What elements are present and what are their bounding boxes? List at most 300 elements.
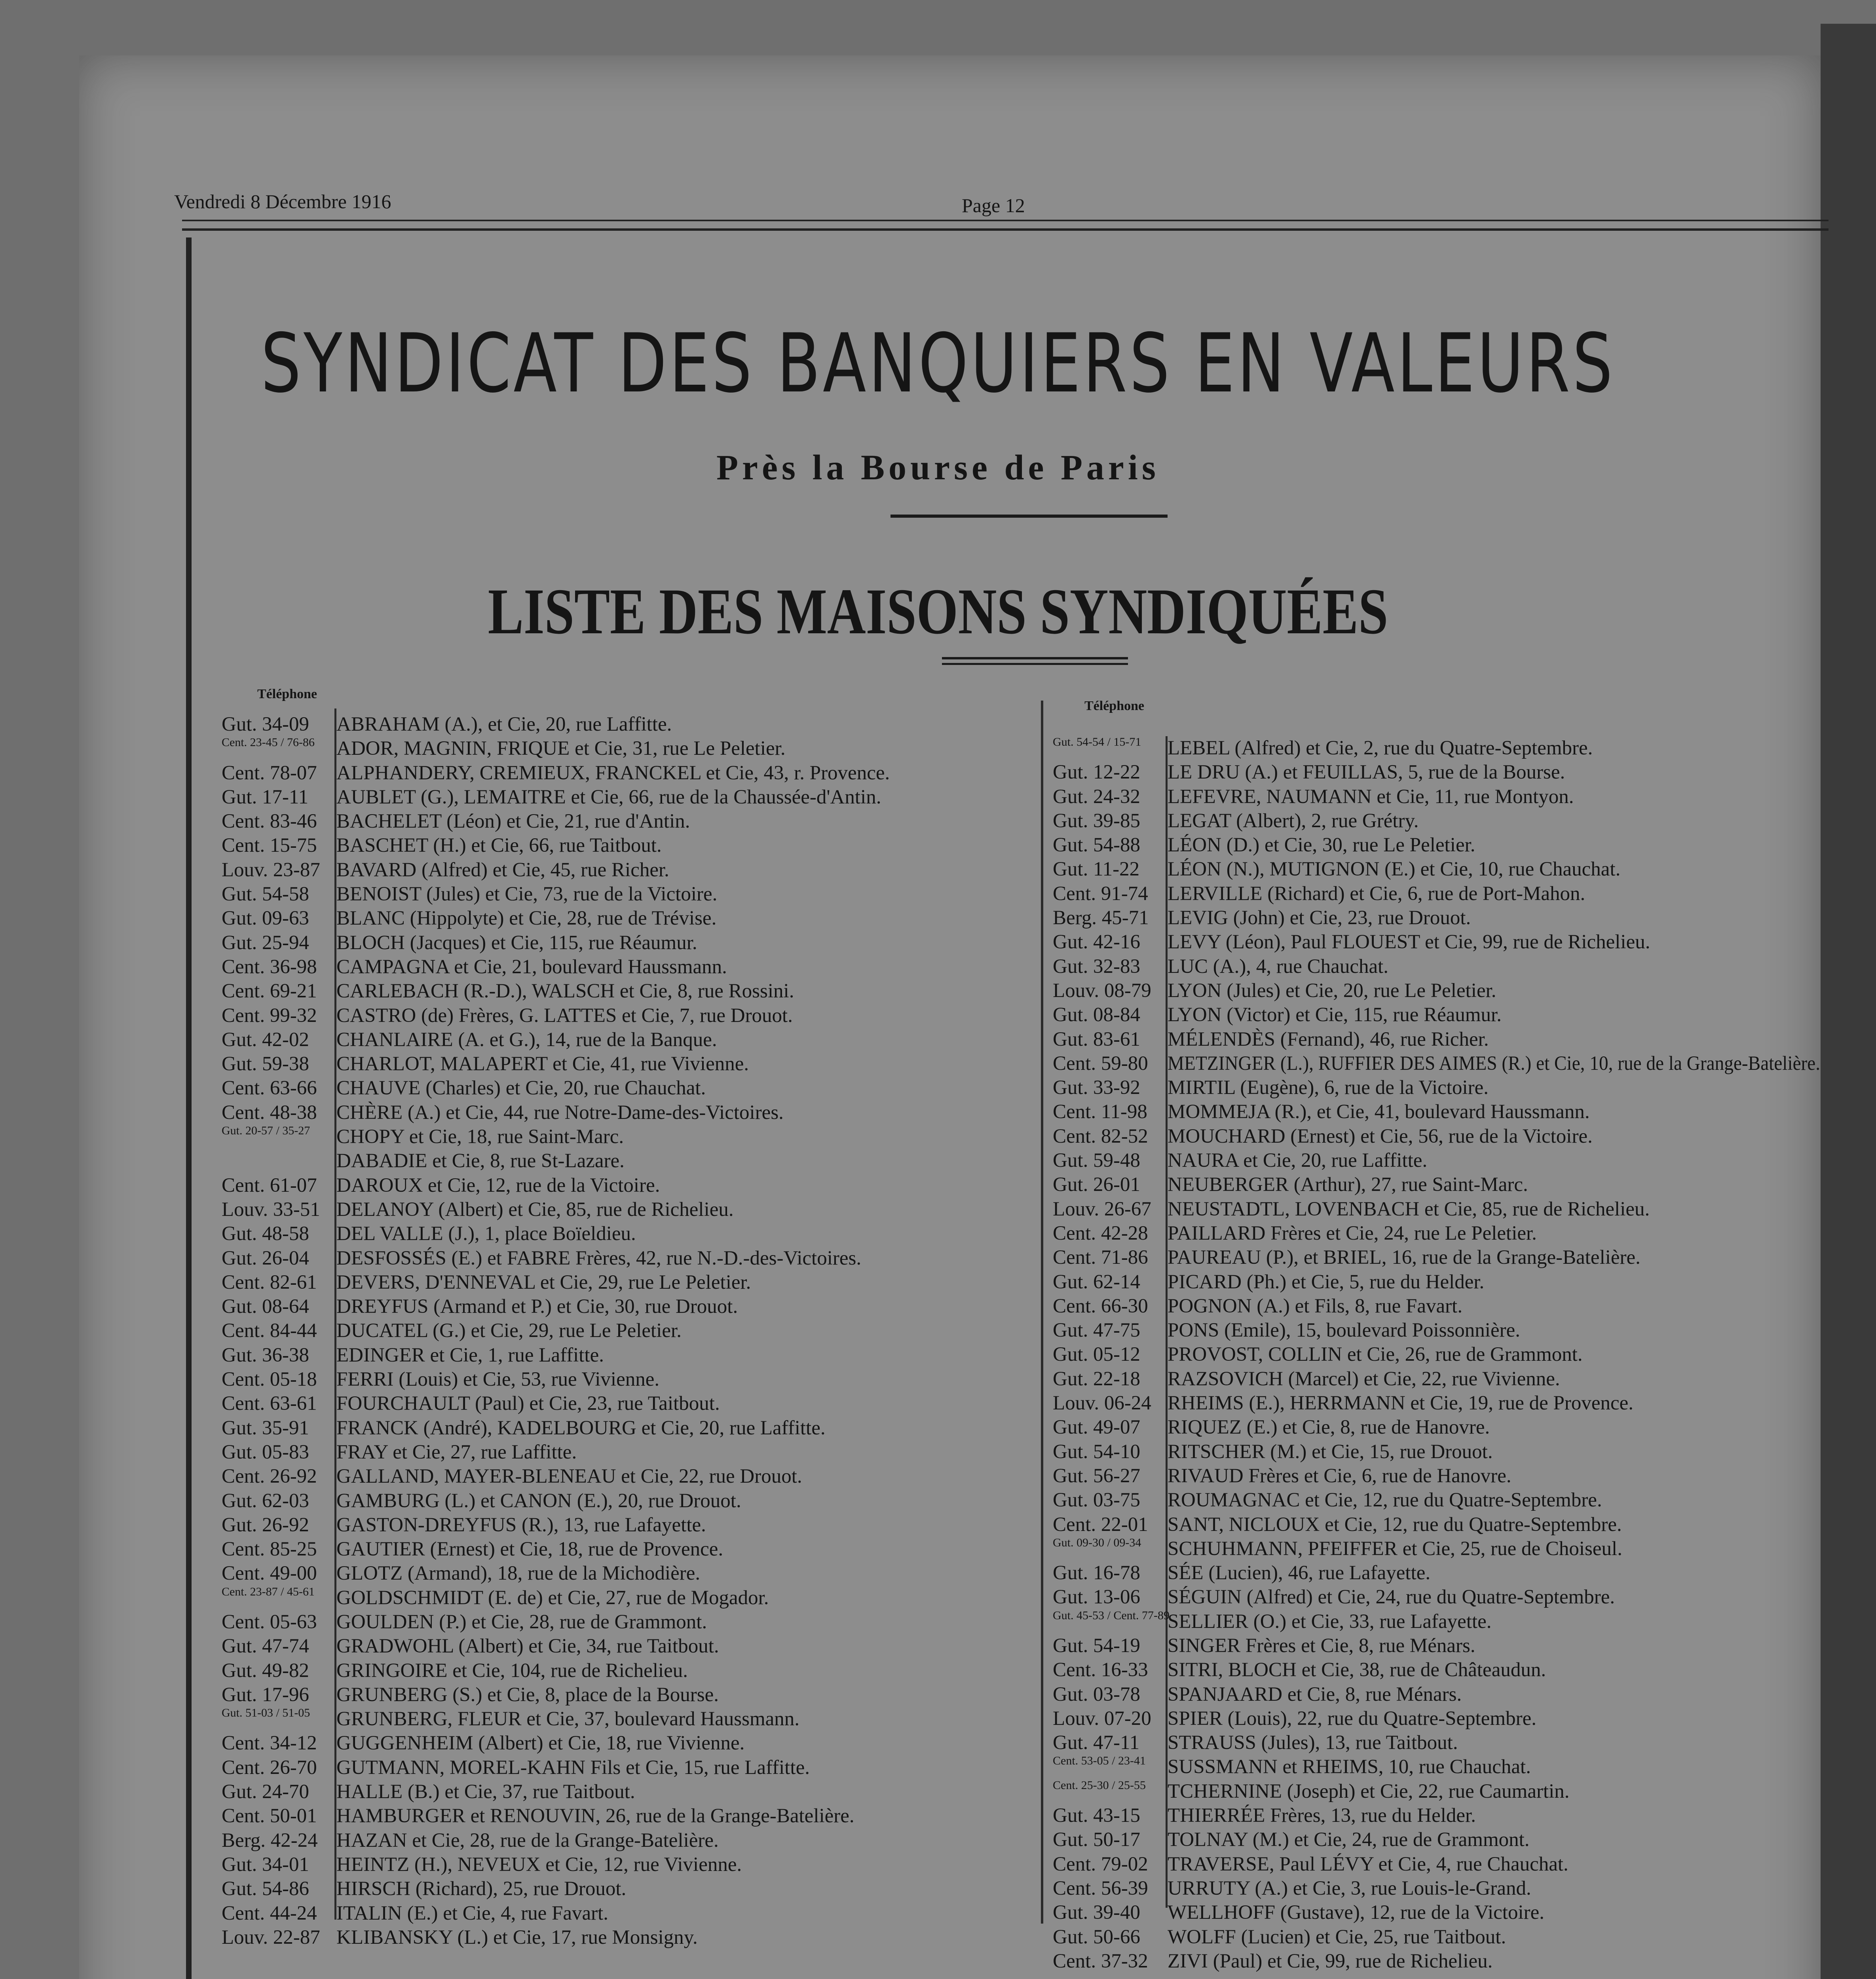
telephone-number: Cent. 37-32 bbox=[1053, 1950, 1148, 1972]
telephone-number: Louv. 26-67 bbox=[1053, 1198, 1151, 1220]
telephone-number: Gut. 49-07 bbox=[1053, 1416, 1140, 1439]
list-item bbox=[222, 1464, 1037, 1489]
list-item bbox=[1053, 833, 1825, 857]
telephone-number: Gut. 47-11 bbox=[1053, 1732, 1140, 1754]
member-entry: DABADIE et Cie, 8, rue St-Lazare. bbox=[336, 1150, 625, 1172]
member-entry: SITRI, BLOCH et Cie, 38, rue de Châteaudun. bbox=[1168, 1659, 1546, 1681]
member-entry: CHAUVE (Charles) et Cie, 20, rue Chauchat. bbox=[336, 1077, 706, 1100]
member-entry: CHÈRE (A.) et Cie, 44, rue Notre-Dame-des-Victoires. bbox=[336, 1101, 784, 1124]
member-entry: LEBEL (Alfred) et Cie, 2, rue du Quatre-Septembre. bbox=[1168, 737, 1593, 759]
member-entry: CARLEBACH (R.-D.), WALSCH et Cie, 8, rue Rossini. bbox=[336, 980, 794, 1003]
telephone-number: Cent. 99-32 bbox=[222, 1004, 317, 1027]
list-item bbox=[1053, 1415, 1825, 1440]
telephone-number: Cent. 25-30 / 25-55 bbox=[1053, 1778, 1146, 1792]
list-item bbox=[1053, 785, 1825, 809]
member-entry: LE DRU (A.) et FEUILLAS, 5, rue de la Bourse. bbox=[1168, 761, 1565, 784]
telephone-number: Cent. 11-98 bbox=[1053, 1101, 1147, 1123]
telephone-number: Gut. 08-84 bbox=[1053, 1004, 1140, 1026]
list-item bbox=[222, 1052, 1037, 1076]
telephone-number: Cent. 23-87 / 45-61 bbox=[222, 1585, 315, 1598]
member-entry: BASCHET (H.) et Cie, 66, rue Taitbout. bbox=[336, 834, 662, 857]
telephone-number: Cent. 36-98 bbox=[222, 955, 317, 978]
member-entry: SUSSMANN et RHEIMS, 10, rue Chauchat. bbox=[1168, 1756, 1531, 1778]
page-number: Page 12 bbox=[962, 194, 1025, 217]
member-entry: SÉGUIN (Alfred) et Cie, 24, rue du Quatre-Septembre. bbox=[1168, 1586, 1615, 1609]
telephone-number: Gut. 54-58 bbox=[222, 883, 309, 906]
member-entry: ZIVI (Paul) et Cie, 99, rue de Richelieu. bbox=[1168, 1950, 1493, 1972]
left-member-list bbox=[222, 712, 1037, 1950]
telephone-number: Gut. 59-38 bbox=[222, 1053, 309, 1075]
telephone-number: Cent. 15-75 bbox=[222, 834, 317, 857]
list-item bbox=[222, 785, 1037, 809]
list-item bbox=[1053, 1027, 1825, 1052]
member-entry: GAUTIER (Ernest) et Cie, 18, rue de Provence. bbox=[336, 1538, 723, 1561]
list-item bbox=[1053, 857, 1825, 881]
member-entry: DUCATEL (G.) et Cie, 29, rue Le Peletier. bbox=[336, 1320, 682, 1342]
list-item bbox=[222, 1440, 1037, 1464]
list-item bbox=[222, 1246, 1037, 1271]
page-edge-shadow bbox=[1821, 24, 1876, 1979]
member-entry: ITALIN (E.) et Cie, 4, rue Favart. bbox=[336, 1902, 609, 1924]
telephone-number: Gut. 54-88 bbox=[1053, 834, 1140, 857]
member-entry: MÉLENDÈS (Fernand), 46, rue Richer. bbox=[1168, 1028, 1489, 1050]
telephone-number: Cent. 59-80 bbox=[1053, 1052, 1148, 1075]
telephone-number: Cent. 44-24 bbox=[222, 1902, 317, 1924]
list-item bbox=[1053, 1537, 1825, 1561]
list-item bbox=[1053, 1488, 1825, 1512]
member-entry: SANT, NICLOUX et Cie, 12, rue du Quatre-Septembre. bbox=[1168, 1513, 1622, 1536]
telephone-number: Cent. 42-28 bbox=[1053, 1222, 1148, 1244]
telephone-number: Gut. 83-61 bbox=[1053, 1028, 1140, 1050]
telephone-number: Cent. 53-05 / 23-41 bbox=[1053, 1754, 1146, 1768]
list-item bbox=[1053, 979, 1825, 1003]
telephone-number: Gut. 26-04 bbox=[222, 1247, 309, 1269]
list-item bbox=[222, 1198, 1037, 1222]
member-entry: GRUNBERG (S.) et Cie, 8, place de la Bourse. bbox=[336, 1683, 719, 1706]
telephone-header-right: Téléphone bbox=[1084, 699, 1145, 713]
telephone-number: Gut. 16-78 bbox=[1053, 1562, 1140, 1584]
telephone-number: Gut. 45-53 / Cent. 77-89 bbox=[1053, 1609, 1170, 1622]
telephone-number: Cent. 79-02 bbox=[1053, 1853, 1148, 1875]
member-entry: BLOCH (Jacques) et Cie, 115, rue Réaumur. bbox=[336, 931, 697, 954]
member-entry: GUGGENHEIM (Albert) et Cie, 18, rue Vivienne. bbox=[336, 1732, 745, 1755]
member-entry: LEVIG (John) et Cie, 23, rue Drouot. bbox=[1168, 907, 1471, 929]
telephone-number: Gut. 54-86 bbox=[222, 1878, 309, 1900]
telephone-number: Louv. 07-20 bbox=[1053, 1707, 1151, 1730]
list-item bbox=[222, 1561, 1037, 1586]
telephone-number: Cent. 49-00 bbox=[222, 1562, 317, 1585]
list-item bbox=[222, 1489, 1037, 1513]
member-entry: RIVAUD Frères et Cie, 6, rue de Hanovre. bbox=[1168, 1464, 1511, 1487]
member-entry: KLIBANSKY (L.) et Cie, 17, rue Monsigny. bbox=[336, 1926, 698, 1949]
member-entry: URRUTY (A.) et Cie, 3, rue Louis-le-Grand. bbox=[1168, 1877, 1531, 1899]
telephone-number: Cent. 84-44 bbox=[222, 1320, 317, 1342]
telephone-number: Gut. 24-32 bbox=[1053, 785, 1140, 808]
telephone-number: Gut. 26-92 bbox=[222, 1514, 309, 1536]
page-date: Vendredi 8 Décembre 1916 bbox=[174, 190, 391, 213]
telephone-number: Gut. 50-17 bbox=[1053, 1829, 1140, 1851]
member-entry: MOMMEJA (R.), et Cie, 41, boulevard Haussmann. bbox=[1168, 1101, 1590, 1123]
member-entry: WELLHOFF (Gustave), 12, rue de la Victoire. bbox=[1168, 1901, 1544, 1924]
telephone-number: Gut. 22-18 bbox=[1053, 1367, 1140, 1390]
member-entry: CASTRO (de) Frères, G. LATTES et Cie, 7, rue Drouot. bbox=[336, 1004, 793, 1027]
list-item bbox=[222, 761, 1037, 785]
telephone-number: Cent. 63-66 bbox=[222, 1077, 317, 1100]
list-item bbox=[222, 1319, 1037, 1343]
telephone-number: Cent. 82-61 bbox=[222, 1271, 317, 1293]
list-item bbox=[1053, 1173, 1825, 1197]
member-entry: FRANCK (André), KADELBOURG et Cie, 20, rue Laffitte. bbox=[336, 1417, 826, 1439]
list-item bbox=[1053, 906, 1825, 930]
member-entry: GAMBURG (L.) et CANON (E.), 20, rue Drouot. bbox=[336, 1489, 741, 1512]
member-entry: GOLDSCHMIDT (E. de) et Cie, 27, rue de Mogador. bbox=[336, 1586, 769, 1609]
member-entry: PROVOST, COLLIN et Cie, 26, rue de Grammont. bbox=[1168, 1343, 1583, 1366]
member-entry: MIRTIL (Eugène), 6, rue de la Victoire. bbox=[1168, 1077, 1489, 1099]
member-entry: GLOTZ (Armand), 18, rue de la Michodière. bbox=[336, 1562, 701, 1585]
member-entry: CHOPY et Cie, 18, rue Saint-Marc. bbox=[336, 1126, 624, 1148]
list-item bbox=[1053, 1780, 1825, 1804]
member-entry: BACHELET (Léon) et Cie, 21, rue d'Antin. bbox=[336, 810, 690, 833]
member-entry: LÉON (N.), MUTIGNON (E.) et Cie, 10, rue Chauchat. bbox=[1168, 858, 1621, 881]
member-entry: LERVILLE (Richard) et Cie, 6, rue de Port-Mahon. bbox=[1168, 882, 1585, 905]
list-item bbox=[222, 1756, 1037, 1780]
list-title-underline-top bbox=[942, 657, 1128, 659]
member-entry: CHARLOT, MALAPERT et Cie, 41, rue Vivienne. bbox=[336, 1053, 749, 1075]
telephone-number: Louv. 33-51 bbox=[222, 1198, 320, 1221]
telephone-number: Gut. 09-30 / 09-34 bbox=[1053, 1536, 1141, 1549]
telephone-number: Gut. 05-83 bbox=[222, 1441, 309, 1463]
list-item bbox=[222, 882, 1037, 906]
list-item bbox=[1053, 1318, 1825, 1343]
telephone-number: Gut. 35-91 bbox=[222, 1417, 309, 1439]
list-item bbox=[222, 809, 1037, 834]
telephone-number: Cent. 23-45 / 76-86 bbox=[222, 736, 315, 749]
member-entry: LUC (A.), 4, rue Chauchat. bbox=[1168, 955, 1389, 978]
telephone-number: Louv. 22-87 bbox=[222, 1926, 320, 1949]
member-entry: DREYFUS (Armand et P.) et Cie, 30, rue Drouot. bbox=[336, 1295, 738, 1318]
telephone-number: Cent. 48-38 bbox=[222, 1101, 317, 1124]
telephone-number: Gut. 42-02 bbox=[222, 1028, 309, 1051]
member-entry: FOURCHAULT (Paul) et Cie, 23, rue Taitbout. bbox=[336, 1392, 720, 1415]
telephone-number: Gut. 51-03 / 51-05 bbox=[222, 1706, 310, 1720]
telephone-number: Cent. 78-07 bbox=[222, 762, 317, 784]
list-item bbox=[222, 979, 1037, 1003]
column-separator bbox=[1041, 701, 1043, 1924]
member-entry: DEL VALLE (J.), 1, place Boïeldieu. bbox=[336, 1223, 636, 1245]
member-entry: HEINTZ (H.), NEVEUX et Cie, 12, rue Vivienne. bbox=[336, 1853, 742, 1876]
list-item bbox=[1053, 736, 1825, 760]
telephone-number: Cent. 85-25 bbox=[222, 1538, 317, 1561]
member-entry: PAILLARD Frères et Cie, 24, rue Le Peletier. bbox=[1168, 1222, 1537, 1244]
list-item bbox=[1053, 1683, 1825, 1707]
member-entry: GUTMANN, MOREL-KAHN Fils et Cie, 15, rue Laffitte. bbox=[336, 1756, 810, 1779]
list-item bbox=[222, 1343, 1037, 1367]
list-item bbox=[222, 1634, 1037, 1658]
telephone-number: Gut. 39-40 bbox=[1053, 1901, 1140, 1924]
list-item bbox=[222, 906, 1037, 931]
telephone-number: Gut. 17-96 bbox=[222, 1683, 309, 1706]
member-entry: DELANOY (Albert) et Cie, 85, rue de Richelieu. bbox=[336, 1198, 734, 1221]
telephone-number: Gut. 59-48 bbox=[1053, 1149, 1140, 1172]
member-entry: HAZAN et Cie, 28, rue de la Grange-Batelière. bbox=[336, 1829, 719, 1852]
telephone-number: Gut. 17-11 bbox=[222, 786, 309, 808]
telephone-number: Gut. 11-22 bbox=[1053, 858, 1140, 881]
list-item bbox=[222, 1222, 1037, 1246]
list-item bbox=[1053, 1076, 1825, 1100]
member-entry: LYON (Jules) et Cie, 20, rue Le Peletier. bbox=[1168, 979, 1496, 1002]
member-entry: ROUMAGNAC et Cie, 12, rue du Quatre-Septembre. bbox=[1168, 1489, 1602, 1512]
member-entry: LEGAT (Albert), 2, rue Grétry. bbox=[1168, 809, 1419, 832]
member-entry: PAUREAU (P.), et BRIEL, 16, rue de la Grange-Batelière. bbox=[1168, 1246, 1641, 1269]
member-entry: HIRSCH (Richard), 25, rue Drouot. bbox=[336, 1878, 627, 1900]
list-item bbox=[222, 1731, 1037, 1755]
telephone-number: Louv. 06-24 bbox=[1053, 1392, 1151, 1415]
member-entry: SELLIER (O.) et Cie, 33, rue Lafayette. bbox=[1168, 1610, 1492, 1633]
telephone-number: Gut. 54-10 bbox=[1053, 1440, 1140, 1463]
telephone-number: Gut. 43-15 bbox=[1053, 1804, 1140, 1827]
list-item bbox=[1053, 1828, 1825, 1852]
list-item bbox=[222, 1367, 1037, 1392]
telephone-number: Gut. 13-06 bbox=[1053, 1586, 1140, 1609]
member-entry: THIERRÉE Frères, 13, rue du Helder. bbox=[1168, 1804, 1476, 1827]
list-item bbox=[222, 1829, 1037, 1853]
list-item bbox=[222, 931, 1037, 955]
list-item bbox=[222, 834, 1037, 858]
list-item bbox=[222, 1683, 1037, 1707]
list-title-underline-bottom bbox=[942, 663, 1128, 665]
telephone-number: Gut. 05-12 bbox=[1053, 1343, 1140, 1366]
telephone-header-left: Téléphone bbox=[257, 687, 317, 701]
member-entry: HALLE (B.) et Cie, 37, rue Taitbout. bbox=[336, 1781, 635, 1803]
member-entry: GALLAND, MAYER-BLENEAU et Cie, 22, rue Drouot. bbox=[336, 1465, 802, 1488]
list-item bbox=[1053, 1876, 1825, 1901]
telephone-number: Gut. 12-22 bbox=[1053, 761, 1140, 784]
list-item bbox=[222, 1004, 1037, 1028]
title-underline bbox=[891, 515, 1168, 518]
list-item bbox=[222, 737, 1037, 761]
member-entry: DESFOSSÉS (E.) et FABRE Frères, 42, rue N.-D.-des-Victoires. bbox=[336, 1247, 862, 1269]
member-entry: GRADWOHL (Albert) et Cie, 34, rue Taitbout. bbox=[336, 1635, 719, 1658]
telephone-number: Berg. 42-24 bbox=[222, 1829, 318, 1852]
list-item bbox=[1053, 1707, 1825, 1731]
member-entry: EDINGER et Cie, 1, rue Laffitte. bbox=[336, 1344, 604, 1366]
list-item bbox=[222, 1707, 1037, 1731]
list-item bbox=[1053, 1852, 1825, 1876]
list-item bbox=[1053, 1003, 1825, 1027]
member-entry: LÉON (D.) et Cie, 30, rue Le Peletier. bbox=[1168, 834, 1475, 857]
telephone-number: Gut. 26-01 bbox=[1053, 1174, 1140, 1196]
telephone-number: Gut. 62-03 bbox=[222, 1489, 309, 1512]
member-entry: STRAUSS (Jules), 13, rue Taitbout. bbox=[1168, 1732, 1458, 1754]
frame-left-rule bbox=[186, 237, 192, 1979]
list-item bbox=[1053, 1270, 1825, 1294]
member-entry: RAZSOVICH (Marcel) et Cie, 22, rue Vivienne. bbox=[1168, 1367, 1560, 1390]
telephone-number: Louv. 08-79 bbox=[1053, 979, 1151, 1002]
member-entry: GRINGOIRE et Cie, 104, rue de Richelieu. bbox=[336, 1659, 688, 1682]
telephone-number: Cent. 82-52 bbox=[1053, 1125, 1148, 1147]
member-entry: PONS (Emile), 15, boulevard Poissonnière. bbox=[1168, 1319, 1520, 1342]
telephone-number: Gut. 08-64 bbox=[222, 1295, 309, 1318]
member-entry: TOLNAY (M.) et Cie, 24, rue de Grammont. bbox=[1168, 1829, 1530, 1851]
telephone-number: Gut. 56-27 bbox=[1053, 1464, 1140, 1487]
member-entry: RIQUEZ (E.) et Cie, 8, rue de Hanovre. bbox=[1168, 1416, 1490, 1439]
list-item bbox=[1053, 1561, 1825, 1585]
list-item bbox=[1053, 1343, 1825, 1367]
list-item bbox=[222, 1174, 1037, 1198]
list-item bbox=[1053, 955, 1825, 979]
list-item bbox=[222, 1101, 1037, 1125]
telephone-number: Cent. 05-63 bbox=[222, 1611, 317, 1633]
member-entry: WOLFF (Lucien) et Cie, 25, rue Taitbout. bbox=[1168, 1926, 1506, 1948]
telephone-number: Cent. 63-61 bbox=[222, 1392, 317, 1415]
list-item bbox=[222, 1028, 1037, 1052]
telephone-number: Cent. 69-21 bbox=[222, 980, 317, 1003]
list-item bbox=[222, 1901, 1037, 1926]
telephone-number: Cent. 56-39 bbox=[1053, 1877, 1148, 1899]
telephone-number: Gut. 34-09 bbox=[222, 713, 309, 735]
telephone-number: Gut. 54-54 / 15-71 bbox=[1053, 735, 1141, 748]
telephone-number: Gut. 03-78 bbox=[1053, 1683, 1140, 1706]
member-entry: FERRI (Louis) et Cie, 53, rue Vivienne. bbox=[336, 1368, 660, 1391]
member-entry: CAMPAGNA et Cie, 21, boulevard Haussmann. bbox=[336, 955, 727, 978]
telephone-number: Gut. 50-66 bbox=[1053, 1926, 1140, 1948]
list-item bbox=[222, 1853, 1037, 1877]
telephone-number: Louv. 23-87 bbox=[222, 858, 320, 881]
header-rule bbox=[182, 220, 1829, 231]
telephone-number: Cent. 26-70 bbox=[222, 1756, 317, 1779]
telephone-number: Gut. 25-94 bbox=[222, 931, 309, 954]
list-item bbox=[1053, 1658, 1825, 1682]
telephone-number: Gut. 36-38 bbox=[222, 1344, 309, 1366]
member-entry: GRUNBERG, FLEUR et Cie, 37, boulevard Haussmann. bbox=[336, 1708, 800, 1730]
list-item bbox=[1053, 1149, 1825, 1173]
member-entry: DAROUX et Cie, 12, rue de la Victoire. bbox=[336, 1174, 660, 1197]
member-entry: PICARD (Ph.) et Cie, 5, rue du Helder. bbox=[1168, 1271, 1485, 1293]
member-entry: ALPHANDERY, CREMIEUX, FRANCKEL et Cie, 43, r. Provence. bbox=[336, 762, 890, 784]
list-item bbox=[1053, 1221, 1825, 1246]
member-entry: METZINGER (L.), RUFFIER DES AIMES (R.) et Cie, 10, rue de la Grange-Batelière. bbox=[1168, 1052, 1821, 1075]
telephone-number: Gut. 24-70 bbox=[222, 1781, 309, 1803]
member-entry: POGNON (A.) et Fils, 8, rue Favart. bbox=[1168, 1295, 1463, 1317]
list-item bbox=[222, 1271, 1037, 1295]
list-item bbox=[1053, 930, 1825, 954]
member-entry: GASTON-DREYFUS (R.), 13, rue Lafayette. bbox=[336, 1514, 706, 1536]
member-entry: GOULDEN (P.) et Cie, 28, rue de Grammont. bbox=[336, 1611, 707, 1633]
telephone-number: Berg. 45-71 bbox=[1053, 907, 1149, 929]
list-item bbox=[1053, 882, 1825, 906]
list-item bbox=[222, 858, 1037, 882]
telephone-number: Cent. 61-07 bbox=[222, 1174, 317, 1197]
member-entry: TRAVERSE, Paul LÉVY et Cie, 4, rue Chauchat. bbox=[1168, 1853, 1568, 1875]
list-item bbox=[1053, 1440, 1825, 1464]
list-item bbox=[1053, 1925, 1825, 1949]
list-item bbox=[222, 1125, 1037, 1149]
member-entry: SCHUHMANN, PFEIFFER et Cie, 25, rue de Choiseul. bbox=[1168, 1537, 1622, 1560]
list-item bbox=[1053, 1634, 1825, 1658]
member-entry: NEUBERGER (Arthur), 27, rue Saint-Marc. bbox=[1168, 1174, 1528, 1196]
member-entry: LEVY (Léon), Paul FLOUEST et Cie, 99, rue de Richelieu. bbox=[1168, 931, 1650, 953]
telephone-number: Cent. 22-01 bbox=[1053, 1513, 1148, 1536]
list-item bbox=[1053, 1949, 1825, 1973]
list-title: LISTE DES MAISONS SYNDIQUÉES bbox=[488, 575, 1388, 648]
telephone-number: Gut. 42-16 bbox=[1053, 931, 1140, 953]
telephone-number: Cent. 71-86 bbox=[1053, 1246, 1148, 1269]
telephone-number: Cent. 05-18 bbox=[222, 1368, 317, 1391]
member-entry: BENOIST (Jules) et Cie, 73, rue de la Victoire. bbox=[336, 883, 718, 906]
list-item bbox=[1053, 1124, 1825, 1149]
telephone-number: Cent. 26-92 bbox=[222, 1465, 317, 1488]
list-item bbox=[1053, 1610, 1825, 1634]
list-item bbox=[222, 1513, 1037, 1537]
list-item bbox=[222, 712, 1037, 737]
list-item bbox=[222, 1586, 1037, 1610]
list-item bbox=[1053, 1464, 1825, 1488]
member-entry: RHEIMS (E.), HERRMANN et Cie, 19, rue de Provence. bbox=[1168, 1392, 1634, 1415]
list-item bbox=[222, 1295, 1037, 1319]
telephone-number: Gut. 39-85 bbox=[1053, 809, 1140, 832]
member-entry: MOUCHARD (Ernest) et Cie, 56, rue de la Victoire. bbox=[1168, 1125, 1593, 1147]
list-item bbox=[222, 1076, 1037, 1100]
telephone-number: Cent. 91-74 bbox=[1053, 882, 1148, 905]
telephone-number: Gut. 20-57 / 35-27 bbox=[222, 1124, 310, 1138]
telephone-number: Gut. 48-58 bbox=[222, 1223, 309, 1245]
member-entry: HAMBURGER et RENOUVIN, 26, rue de la Grange-Batelière. bbox=[336, 1805, 854, 1827]
telephone-number: Gut. 62-14 bbox=[1053, 1271, 1140, 1293]
list-item bbox=[222, 1149, 1037, 1173]
list-item bbox=[1053, 1197, 1825, 1221]
member-entry: BAVARD (Alfred) et Cie, 45, rue Richer. bbox=[336, 858, 669, 881]
list-item bbox=[1053, 1585, 1825, 1609]
telephone-number: Cent. 16-33 bbox=[1053, 1659, 1148, 1681]
list-item bbox=[222, 1926, 1037, 1950]
member-entry: TCHERNINE (Joseph) et Cie, 22, rue Caumartin. bbox=[1168, 1780, 1570, 1802]
right-member-list bbox=[1053, 736, 1825, 1973]
member-entry: NEUSTADTL, LOVENBACH et Cie, 85, rue de Richelieu. bbox=[1168, 1198, 1650, 1220]
list-item bbox=[1053, 1100, 1825, 1124]
member-entry: NAURA et Cie, 20, rue Laffitte. bbox=[1168, 1149, 1428, 1172]
member-entry: DEVERS, D'ENNEVAL et Cie, 29, rue Le Peletier. bbox=[336, 1271, 751, 1293]
list-item bbox=[1053, 809, 1825, 833]
telephone-number: Gut. 03-75 bbox=[1053, 1489, 1140, 1512]
telephone-number: Gut. 33-92 bbox=[1053, 1077, 1140, 1099]
syndicate-title: SYNDICAT DES BANQUIERS EN VALEURS bbox=[261, 317, 1615, 411]
member-entry: ADOR, MAGNIN, FRIQUE et Cie, 31, rue Le Peletier. bbox=[336, 737, 786, 760]
member-entry: ABRAHAM (A.), et Cie, 20, rue Laffitte. bbox=[336, 713, 672, 735]
list-item bbox=[222, 1537, 1037, 1561]
list-item bbox=[1053, 1367, 1825, 1391]
telephone-number: Cent. 34-12 bbox=[222, 1732, 317, 1755]
telephone-number: Gut. 49-82 bbox=[222, 1659, 309, 1682]
member-entry: CHANLAIRE (A. et G.), 14, rue de la Banque. bbox=[336, 1028, 717, 1051]
telephone-number: Gut. 54-19 bbox=[1053, 1634, 1140, 1657]
list-item bbox=[222, 1659, 1037, 1683]
member-entry: LEFEVRE, NAUMANN et Cie, 11, rue Montyon. bbox=[1168, 785, 1574, 808]
member-entry: BLANC (Hippolyte) et Cie, 28, rue de Trévise. bbox=[336, 907, 717, 930]
list-item bbox=[222, 1780, 1037, 1804]
telephone-number: Gut. 47-74 bbox=[222, 1635, 309, 1658]
list-item bbox=[222, 955, 1037, 979]
member-entry: SPIER (Louis), 22, rue du Quatre-Septembre. bbox=[1168, 1707, 1536, 1730]
list-item bbox=[1053, 1294, 1825, 1318]
telephone-number: Gut. 32-83 bbox=[1053, 955, 1140, 978]
member-entry: SPANJAARD et Cie, 8, rue Ménars. bbox=[1168, 1683, 1462, 1706]
list-item bbox=[222, 1877, 1037, 1901]
member-entry: FRAY et Cie, 27, rue Laffitte. bbox=[336, 1441, 577, 1463]
telephone-number: Gut. 34-01 bbox=[222, 1853, 309, 1876]
telephone-number: Cent. 83-46 bbox=[222, 810, 317, 833]
telephone-number: Cent. 66-30 bbox=[1053, 1295, 1148, 1317]
telephone-number: Cent. 50-01 bbox=[222, 1805, 317, 1827]
